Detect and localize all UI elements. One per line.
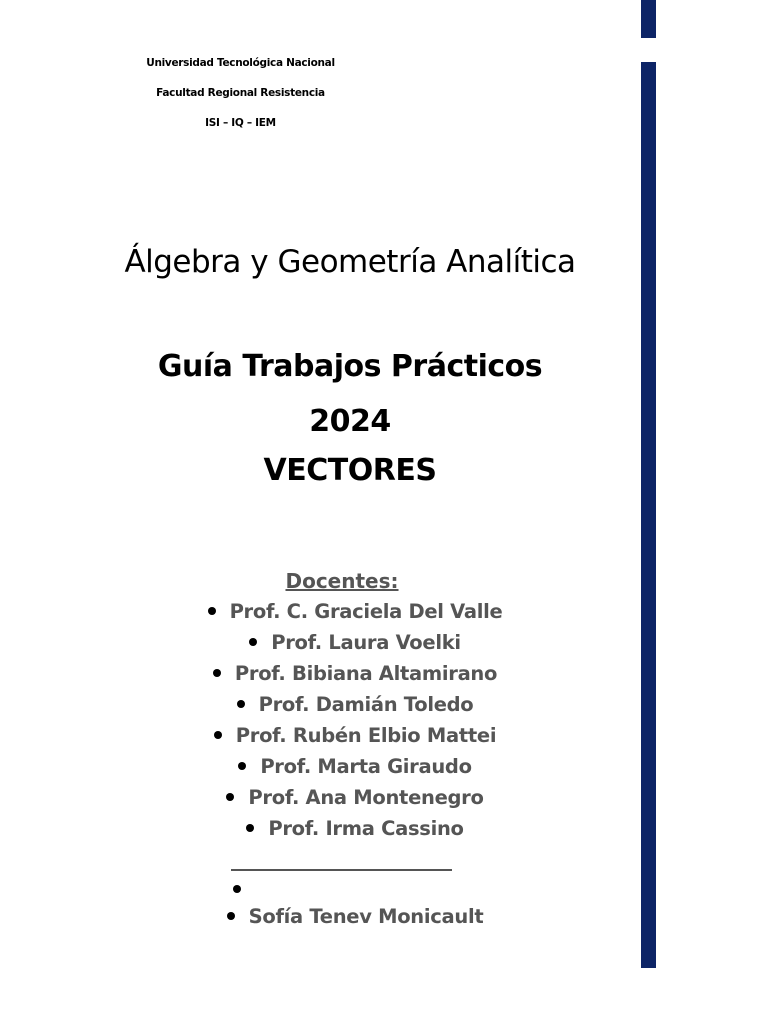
teacher-name: Prof. Irma Cassino bbox=[268, 817, 464, 840]
assistant-item bbox=[140, 905, 570, 928]
empty-bullet-icon bbox=[233, 885, 241, 893]
decorative-bar-top bbox=[641, 0, 656, 38]
bullet-icon bbox=[208, 607, 216, 615]
teacher-name: Prof. Laura Voelki bbox=[271, 631, 461, 654]
teacher-name: Prof. C. Graciela Del Valle bbox=[229, 600, 503, 623]
topic-title: VECTORES bbox=[263, 453, 437, 488]
teacher-name: Prof. Damián Toledo bbox=[258, 693, 474, 716]
teacher-name: Prof. Rubén Elbio Mattei bbox=[235, 724, 497, 747]
teacher-item bbox=[140, 755, 570, 778]
teacher-item bbox=[140, 724, 570, 747]
bullet-icon bbox=[227, 912, 235, 920]
teacher-name: Prof. Marta Giraudo bbox=[260, 755, 472, 778]
teacher-item bbox=[140, 631, 570, 654]
bullet-icon bbox=[249, 638, 257, 646]
bullet-icon bbox=[226, 793, 234, 801]
section-divider bbox=[231, 869, 452, 871]
bullet-icon bbox=[214, 731, 222, 739]
faculty-name: Facultad Regional Resistencia bbox=[156, 87, 325, 99]
careers-line: ISI – IQ – IEM bbox=[205, 117, 276, 129]
decorative-side-bar bbox=[641, 62, 656, 968]
university-name: Universidad Tecnológica Nacional bbox=[146, 57, 335, 69]
teacher-item bbox=[140, 693, 570, 716]
teacher-item bbox=[140, 817, 570, 840]
bullet-icon bbox=[237, 700, 245, 708]
subject-title: Álgebra y Geometría Analítica bbox=[124, 244, 576, 280]
bullet-icon bbox=[246, 824, 254, 832]
teacher-name: Prof. Ana Montenegro bbox=[248, 786, 484, 809]
teacher-item bbox=[140, 600, 570, 623]
guide-title: Guía Trabajos Prácticos bbox=[157, 349, 543, 384]
teacher-item bbox=[140, 786, 570, 809]
teacher-name: Prof. Bibiana Altamirano bbox=[234, 662, 498, 685]
year-title: 2024 bbox=[309, 404, 391, 439]
teacher-item bbox=[140, 662, 570, 685]
bullet-icon bbox=[238, 762, 246, 770]
bullet-icon bbox=[213, 669, 221, 677]
teachers-heading: Docentes: bbox=[285, 569, 399, 593]
assistant-name: Sofía Tenev Monicault bbox=[248, 905, 484, 928]
